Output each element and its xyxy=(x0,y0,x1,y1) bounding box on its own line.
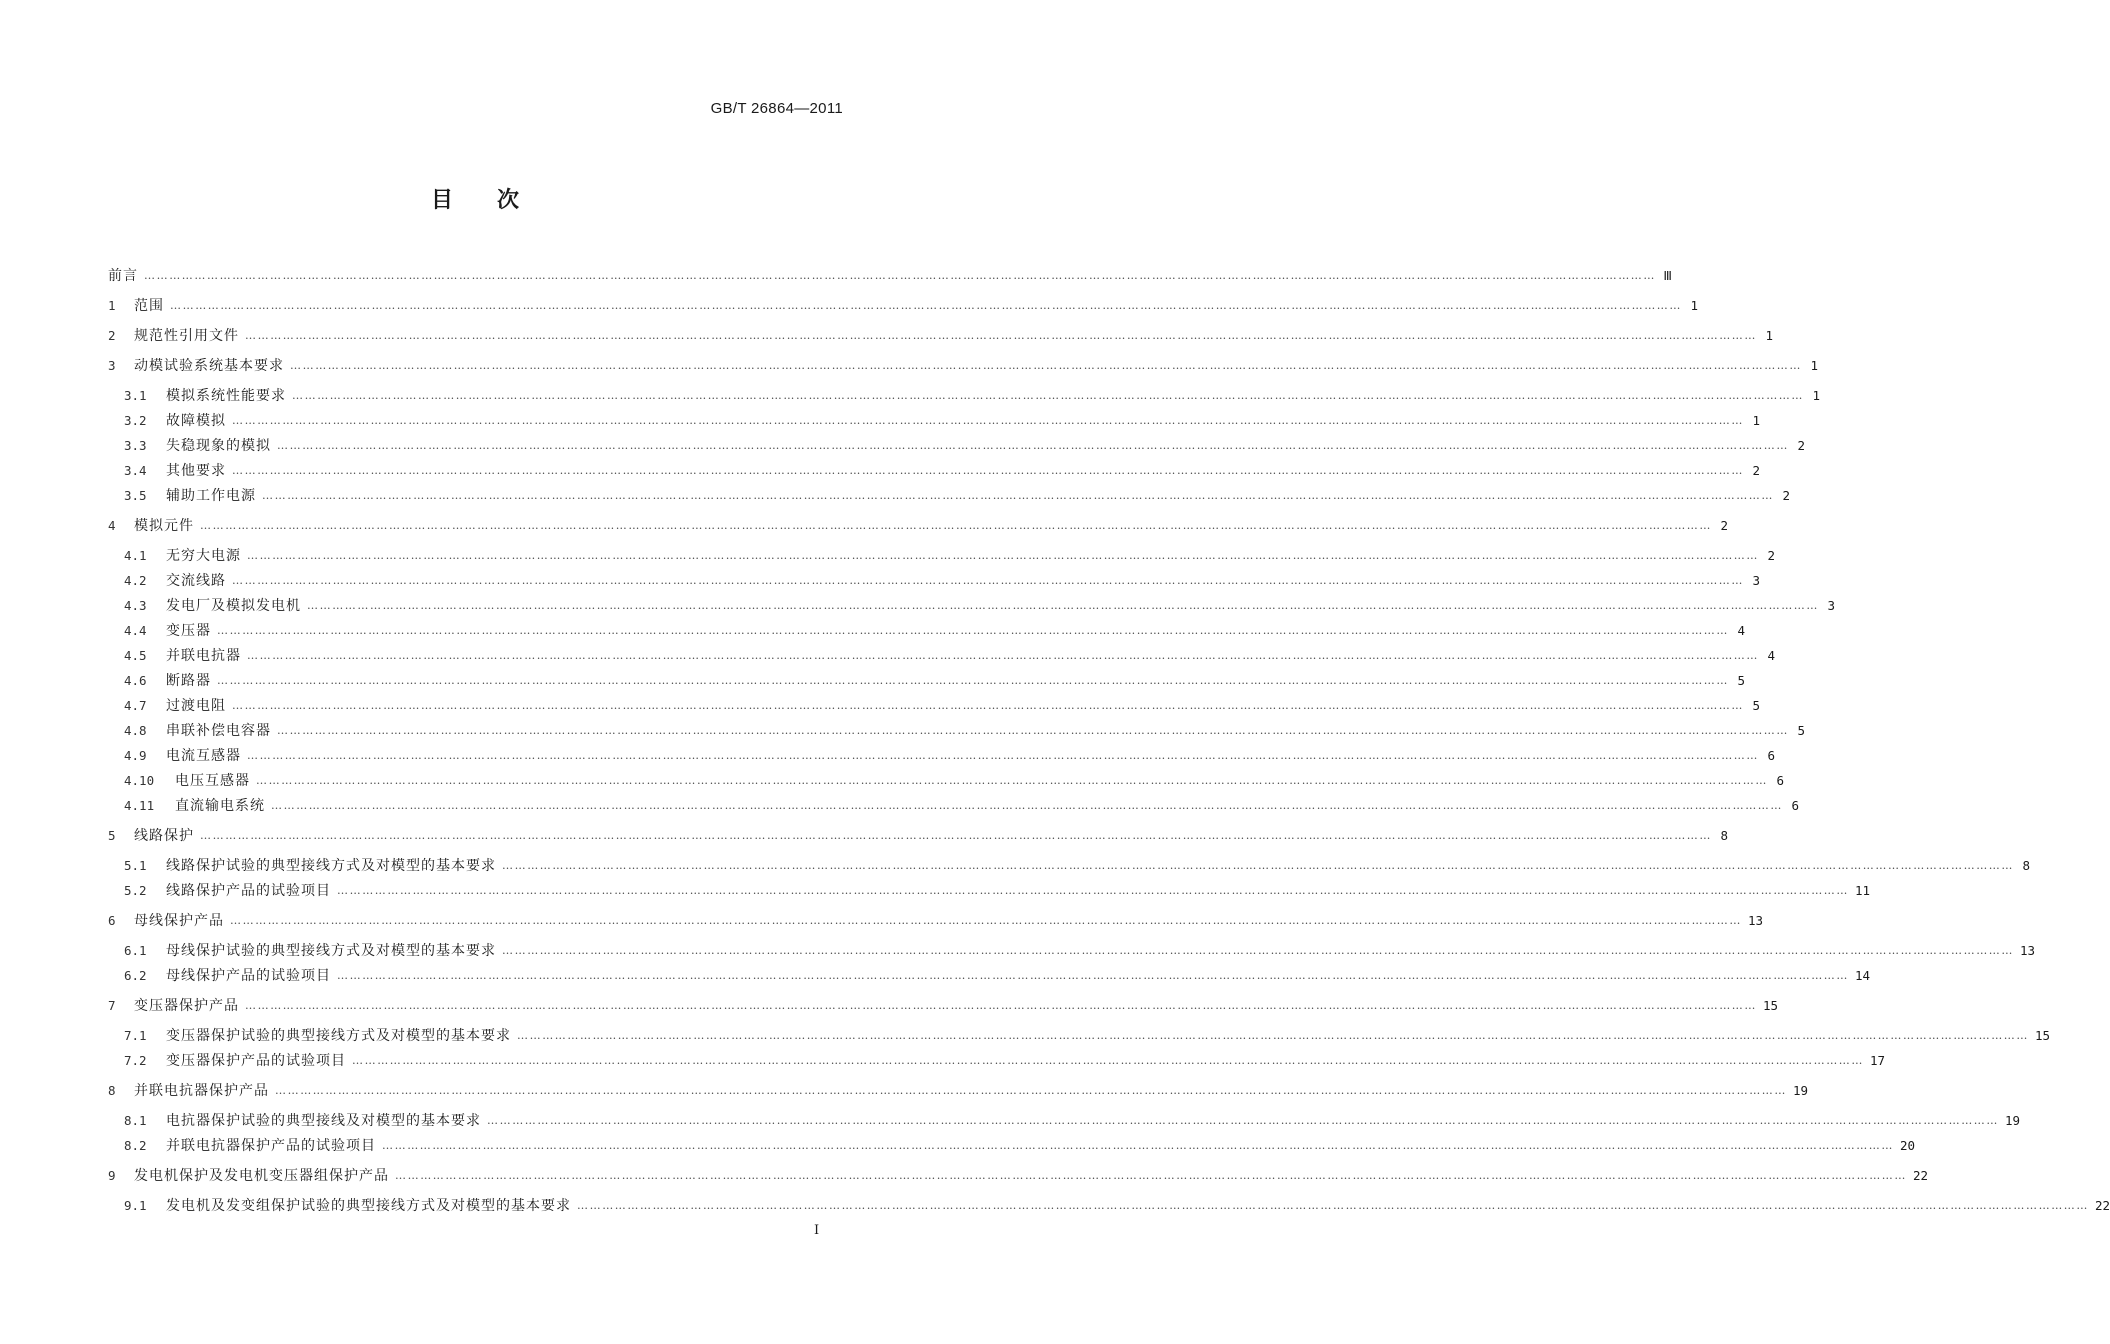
toc-entry-number: 4.6 xyxy=(124,673,147,688)
toc-entry-label: 过渡电阻 xyxy=(166,698,226,714)
toc-entry-label: 电抗器保护试验的典型接线及对模型的基本要求 xyxy=(166,1113,481,1129)
toc-entry[interactable] xyxy=(108,825,1728,847)
toc-entry[interactable] xyxy=(108,355,1818,377)
toc-entry[interactable] xyxy=(108,1080,1809,1102)
toc-entry[interactable] xyxy=(108,570,1760,592)
toc-entry-page: 1 xyxy=(1690,298,1698,313)
toc-entry-number: 4.5 xyxy=(124,648,147,663)
toc-entry-number: 7 xyxy=(108,998,116,1013)
toc-entry[interactable] xyxy=(108,435,1805,457)
toc-entry-number: 3.1 xyxy=(124,388,147,403)
toc-entry[interactable] xyxy=(108,485,1790,507)
toc-entry-page: 5 xyxy=(1797,723,1805,738)
toc-entry-label: 交流线路 xyxy=(166,573,226,589)
toc-entry[interactable] xyxy=(108,410,1760,432)
toc-entry-label: 变压器保护产品 xyxy=(134,998,239,1014)
toc-leader-dots: ……………………………………………………………………………………………………………………………………………………………………………………………………………………………………………………………………………………………………………………………… xyxy=(290,359,1802,372)
toc-entry-page: 8 xyxy=(2022,858,2030,873)
toc-entry-label: 电压互感器 xyxy=(175,773,250,789)
toc-leader-dots: ……………………………………………………………………………………………………………………………………………………………………………………………………………………………………………………………………………………………………………………………… xyxy=(232,464,1744,477)
toc-entry-number: 4.10 xyxy=(124,773,155,788)
toc-entry[interactable] xyxy=(108,1195,2110,1217)
toc-entry-number: 6 xyxy=(108,913,116,928)
toc-entry-number: 4.11 xyxy=(124,798,155,813)
toc-entry-number: 3.5 xyxy=(124,488,147,503)
toc-entry-label: 故障模拟 xyxy=(166,413,226,429)
toc-leader-dots: ……………………………………………………………………………………………………………………………………………………………………………………………………………………………………………………………………………………………………………………………… xyxy=(337,884,1849,897)
toc-entry-page: 20 xyxy=(1900,1138,1916,1153)
toc-leader-dots: ……………………………………………………………………………………………………………………………………………………………………………………………………………………………………………………………………………………………………………………………… xyxy=(275,1084,1787,1097)
toc-leader-dots: ……………………………………………………………………………………………………………………………………………………………………………………………………………………………………………………………………………………………………………………………… xyxy=(232,414,1744,427)
toc-entry-label: 变压器保护产品的试验项目 xyxy=(166,1053,346,1069)
toc-entry-number: 3.4 xyxy=(124,463,147,478)
toc-leader-dots: ……………………………………………………………………………………………………………………………………………………………………………………………………………………………………………………………………………………………………………………………… xyxy=(382,1139,1894,1152)
toc-entry-label: 前言 xyxy=(108,268,138,284)
standard-number: GB/T 26864—2011 xyxy=(710,100,843,117)
toc-leader-dots: ……………………………………………………………………………………………………………………………………………………………………………………………………………………………………………………………………………………………………………………………… xyxy=(502,944,2014,957)
page-title: 目 次 xyxy=(430,188,519,213)
toc-entry[interactable] xyxy=(108,795,1799,817)
toc-entry[interactable] xyxy=(108,770,1784,792)
toc-leader-dots: ……………………………………………………………………………………………………………………………………………………………………………………………………………………………………………………………………………………………………………………………… xyxy=(247,749,1759,762)
toc-entry-label: 变压器保护试验的典型接线方式及对模型的基本要求 xyxy=(166,1028,511,1044)
toc-leader-dots: ……………………………………………………………………………………………………………………………………………………………………………………………………………………………………………………………………………………………………………………………… xyxy=(232,574,1744,587)
toc-entry[interactable] xyxy=(108,1165,1929,1187)
toc-entry[interactable] xyxy=(108,545,1775,567)
toc-entry[interactable] xyxy=(108,515,1728,537)
toc-entry-label: 规范性引用文件 xyxy=(134,328,239,344)
toc-entry[interactable] xyxy=(108,595,1835,617)
toc-entry-number: 4.3 xyxy=(124,598,147,613)
toc-entry-page: 4 xyxy=(1767,648,1775,663)
toc-entry-number: 4.7 xyxy=(124,698,147,713)
toc-entry[interactable] xyxy=(108,295,1698,317)
toc-entry[interactable] xyxy=(108,695,1760,717)
toc-leader-dots: ……………………………………………………………………………………………………………………………………………………………………………………………………………………………………………………………………………………………………………………………… xyxy=(262,489,1774,502)
toc-entry-label: 断路器 xyxy=(166,673,211,689)
toc-entry-label: 其他要求 xyxy=(166,463,226,479)
toc-entry-page: Ⅲ xyxy=(1663,268,1672,283)
toc-leader-dots: ……………………………………………………………………………………………………………………………………………………………………………………………………………………………………………………………………………………………………………………………… xyxy=(271,799,1783,812)
toc-entry-page: 14 xyxy=(1855,968,1871,983)
toc-entry-label: 直流输电系统 xyxy=(175,798,265,814)
toc-entry-number: 3.3 xyxy=(124,438,147,453)
toc-entry-page: 5 xyxy=(1737,673,1745,688)
toc-entry[interactable] xyxy=(108,620,1745,642)
toc-entry[interactable] xyxy=(108,460,1760,482)
toc-leader-dots: ……………………………………………………………………………………………………………………………………………………………………………………………………………………………………………………………………………………………………………………………… xyxy=(502,859,2014,872)
toc-entry-number: 4.2 xyxy=(124,573,147,588)
toc-entry-page: 6 xyxy=(1776,773,1784,788)
toc-leader-dots: ……………………………………………………………………………………………………………………………………………………………………………………………………………………………………………………………………………………………………………………………… xyxy=(292,389,1804,402)
toc-entry-label: 动模试验系统基本要求 xyxy=(134,358,284,374)
toc-leader-dots: ……………………………………………………………………………………………………………………………………………………………………………………………………………………………………………………………………………………………………………………………… xyxy=(200,519,1712,532)
toc-leader-dots: ……………………………………………………………………………………………………………………………………………………………………………………………………………………………………………………………………………………………………………………………… xyxy=(217,624,1729,637)
toc-leader-dots: ……………………………………………………………………………………………………………………………………………………………………………………………………………………………………………………………………………………………………………………………… xyxy=(256,774,1768,787)
toc-entry[interactable] xyxy=(108,940,2036,962)
toc-entry-number: 4.9 xyxy=(124,748,147,763)
toc-entry-number: 6.1 xyxy=(124,943,147,958)
toc-entry-page: 22 xyxy=(2095,1198,2110,1213)
toc-leader-dots: ……………………………………………………………………………………………………………………………………………………………………………………………………………………………………………………………………………………………………………………………… xyxy=(245,329,1757,342)
toc-leader-dots: ……………………………………………………………………………………………………………………………………………………………………………………………………………………………………………………………………………………………………………………………… xyxy=(232,699,1744,712)
toc-entry-label: 发电机及发变组保护试验的典型接线方式及对模型的基本要求 xyxy=(166,1198,571,1214)
toc-entry-label: 线路保护试验的典型接线方式及对模型的基本要求 xyxy=(166,858,496,874)
toc-entry-page: 2 xyxy=(1752,463,1760,478)
toc-entry-page: 19 xyxy=(2005,1113,2021,1128)
toc-entry-number: 7.1 xyxy=(124,1028,147,1043)
toc-entry-page: 15 xyxy=(2035,1028,2051,1043)
toc-entry[interactable] xyxy=(108,645,1775,667)
toc-entry[interactable] xyxy=(108,720,1805,742)
toc-entry-label: 范围 xyxy=(134,298,164,314)
toc-entry-label: 模拟元件 xyxy=(134,518,194,534)
toc-entry[interactable] xyxy=(108,265,1672,287)
toc-entry-page: 1 xyxy=(1812,388,1820,403)
toc-entry-number: 1 xyxy=(108,298,116,313)
toc-entry-label: 电流互感器 xyxy=(166,748,241,764)
toc-entry-page: 15 xyxy=(1763,998,1779,1013)
toc-entry-page: 3 xyxy=(1752,573,1760,588)
toc-leader-dots: ……………………………………………………………………………………………………………………………………………………………………………………………………………………………………………………………………………………………………………………………… xyxy=(277,439,1789,452)
toc-entry-page: 1 xyxy=(1765,328,1773,343)
toc-entry[interactable] xyxy=(108,1110,2021,1132)
toc-entry[interactable] xyxy=(108,1050,1886,1072)
toc-entry-number: 4 xyxy=(108,518,116,533)
toc-leader-dots: ……………………………………………………………………………………………………………………………………………………………………………………………………………………………………………………………………………………………………………………………… xyxy=(487,1114,1999,1127)
toc-leader-dots: ……………………………………………………………………………………………………………………………………………………………………………………………………………………………………………………………………………………………………………………………… xyxy=(307,599,1819,612)
toc-entry-page: 5 xyxy=(1752,698,1760,713)
toc-entry-label: 并联电抗器保护产品 xyxy=(134,1083,269,1099)
toc-leader-dots: ……………………………………………………………………………………………………………………………………………………………………………………………………………………………………………………………………………………………………………………………… xyxy=(144,269,1656,282)
toc-leader-dots: ……………………………………………………………………………………………………………………………………………………………………………………………………………………………………………………………………………………………………………………………… xyxy=(577,1199,2089,1212)
toc-entry-label: 无穷大电源 xyxy=(166,548,241,564)
toc-entry-page: 17 xyxy=(1870,1053,1886,1068)
toc-leader-dots: ……………………………………………………………………………………………………………………………………………………………………………………………………………………………………………………………………………………………………………………………… xyxy=(247,649,1759,662)
toc-entry-number: 9.1 xyxy=(124,1198,147,1213)
toc-entry-number: 3 xyxy=(108,358,116,373)
toc-entry[interactable] xyxy=(108,910,1764,932)
toc-entry[interactable] xyxy=(108,385,1820,407)
toc-entry-page: 1 xyxy=(1810,358,1818,373)
toc-entry-page: 2 xyxy=(1720,518,1728,533)
toc-entry-number: 5 xyxy=(108,828,116,843)
toc-entry-page: 13 xyxy=(1748,913,1764,928)
toc-entry-page: 1 xyxy=(1752,413,1760,428)
toc-leader-dots: ……………………………………………………………………………………………………………………………………………………………………………………………………………………………………………………………………………………………………………………………… xyxy=(230,914,1742,927)
toc-leader-dots: ……………………………………………………………………………………………………………………………………………………………………………………………………………………………………………………………………………………………………………………………… xyxy=(337,969,1849,982)
toc-entry-number: 3.2 xyxy=(124,413,147,428)
toc-entry-page: 2 xyxy=(1797,438,1805,453)
toc-entry[interactable] xyxy=(108,855,2030,877)
toc-entry-number: 6.2 xyxy=(124,968,147,983)
toc-entry-label: 并联电抗器保护产品的试验项目 xyxy=(166,1138,376,1154)
toc-entry-number: 5.1 xyxy=(124,858,147,873)
toc-entry-page: 8 xyxy=(1720,828,1728,843)
toc-entry-page: 19 xyxy=(1793,1083,1809,1098)
toc-entry-page: 2 xyxy=(1767,548,1775,563)
toc-entry-label: 母线保护试验的典型接线方式及对模型的基本要求 xyxy=(166,943,496,959)
toc-entry-label: 失稳现象的模拟 xyxy=(166,438,271,454)
toc-entry[interactable] xyxy=(108,325,1773,347)
toc-entry-label: 辅助工作电源 xyxy=(166,488,256,504)
toc-leader-dots: ……………………………………………………………………………………………………………………………………………………………………………………………………………………………………………………………………………………………………………………………… xyxy=(200,829,1712,842)
toc-entry-number: 9 xyxy=(108,1168,116,1183)
toc-entry-label: 母线保护产品的试验项目 xyxy=(166,968,331,984)
toc-entry-label: 发电厂及模拟发电机 xyxy=(166,598,301,614)
toc-entry-number: 8.1 xyxy=(124,1113,147,1128)
toc-entry-page: 3 xyxy=(1827,598,1835,613)
toc-entry[interactable] xyxy=(108,670,1745,692)
toc-leader-dots: ……………………………………………………………………………………………………………………………………………………………………………………………………………………………………………………………………………………………………………………………… xyxy=(277,724,1789,737)
toc-entry-number: 2 xyxy=(108,328,116,343)
toc-leader-dots: ……………………………………………………………………………………………………………………………………………………………………………………………………………………………………………………………………………………………………………………………… xyxy=(217,674,1729,687)
toc-leader-dots: ……………………………………………………………………………………………………………………………………………………………………………………………………………………………………………………………………………………………………………………………… xyxy=(245,999,1757,1012)
toc-entry-label: 变压器 xyxy=(166,623,211,639)
toc-entry[interactable] xyxy=(108,965,1871,987)
toc-entry-number: 4.1 xyxy=(124,548,147,563)
toc-leader-dots: ……………………………………………………………………………………………………………………………………………………………………………………………………………………………………………………………………………………………………………………………… xyxy=(517,1029,2029,1042)
toc-entry-number: 8.2 xyxy=(124,1138,147,1153)
toc-leader-dots: ……………………………………………………………………………………………………………………………………………………………………………………………………………………………………………………………………………………………………………………………… xyxy=(247,549,1759,562)
toc-entry-page: 6 xyxy=(1791,798,1799,813)
toc-entry[interactable] xyxy=(108,745,1775,767)
toc-entry-label: 并联电抗器 xyxy=(166,648,241,664)
toc-leader-dots: ……………………………………………………………………………………………………………………………………………………………………………………………………………………………………………………………………………………………………………………………… xyxy=(170,299,1682,312)
toc-entry-number: 7.2 xyxy=(124,1053,147,1068)
toc-entry-page: 6 xyxy=(1767,748,1775,763)
toc-entry-label: 线路保护 xyxy=(134,828,194,844)
toc-entry[interactable] xyxy=(108,1135,1916,1157)
toc-entry-label: 线路保护产品的试验项目 xyxy=(166,883,331,899)
toc-entry-number: 4.4 xyxy=(124,623,147,638)
toc-entry-page: 2 xyxy=(1782,488,1790,503)
toc-leader-dots: ……………………………………………………………………………………………………………………………………………………………………………………………………………………………………………………………………………………………………………………………… xyxy=(395,1169,1907,1182)
toc-entry-number: 4.8 xyxy=(124,723,147,738)
toc-entry-number: 8 xyxy=(108,1083,116,1098)
toc-entry-page: 22 xyxy=(1913,1168,1929,1183)
toc-entry-label: 模拟系统性能要求 xyxy=(166,388,286,404)
page-number: Ⅰ xyxy=(814,1223,820,1238)
toc-entry-label: 母线保护产品 xyxy=(134,913,224,929)
toc-entry-page: 13 xyxy=(2020,943,2036,958)
toc-leader-dots: ……………………………………………………………………………………………………………………………………………………………………………………………………………………………………………………………………………………………………………………………… xyxy=(352,1054,1864,1067)
toc-entry[interactable] xyxy=(108,1025,2051,1047)
toc-entry-page: 4 xyxy=(1737,623,1745,638)
toc-entry-number: 5.2 xyxy=(124,883,147,898)
toc-entry[interactable] xyxy=(108,995,1779,1017)
toc-entry-page: 11 xyxy=(1855,883,1871,898)
toc-entry[interactable] xyxy=(108,880,1871,902)
toc-entry-label: 发电机保护及发电机变压器组保护产品 xyxy=(134,1168,389,1184)
toc-entry-label: 串联补偿电容器 xyxy=(166,723,271,739)
